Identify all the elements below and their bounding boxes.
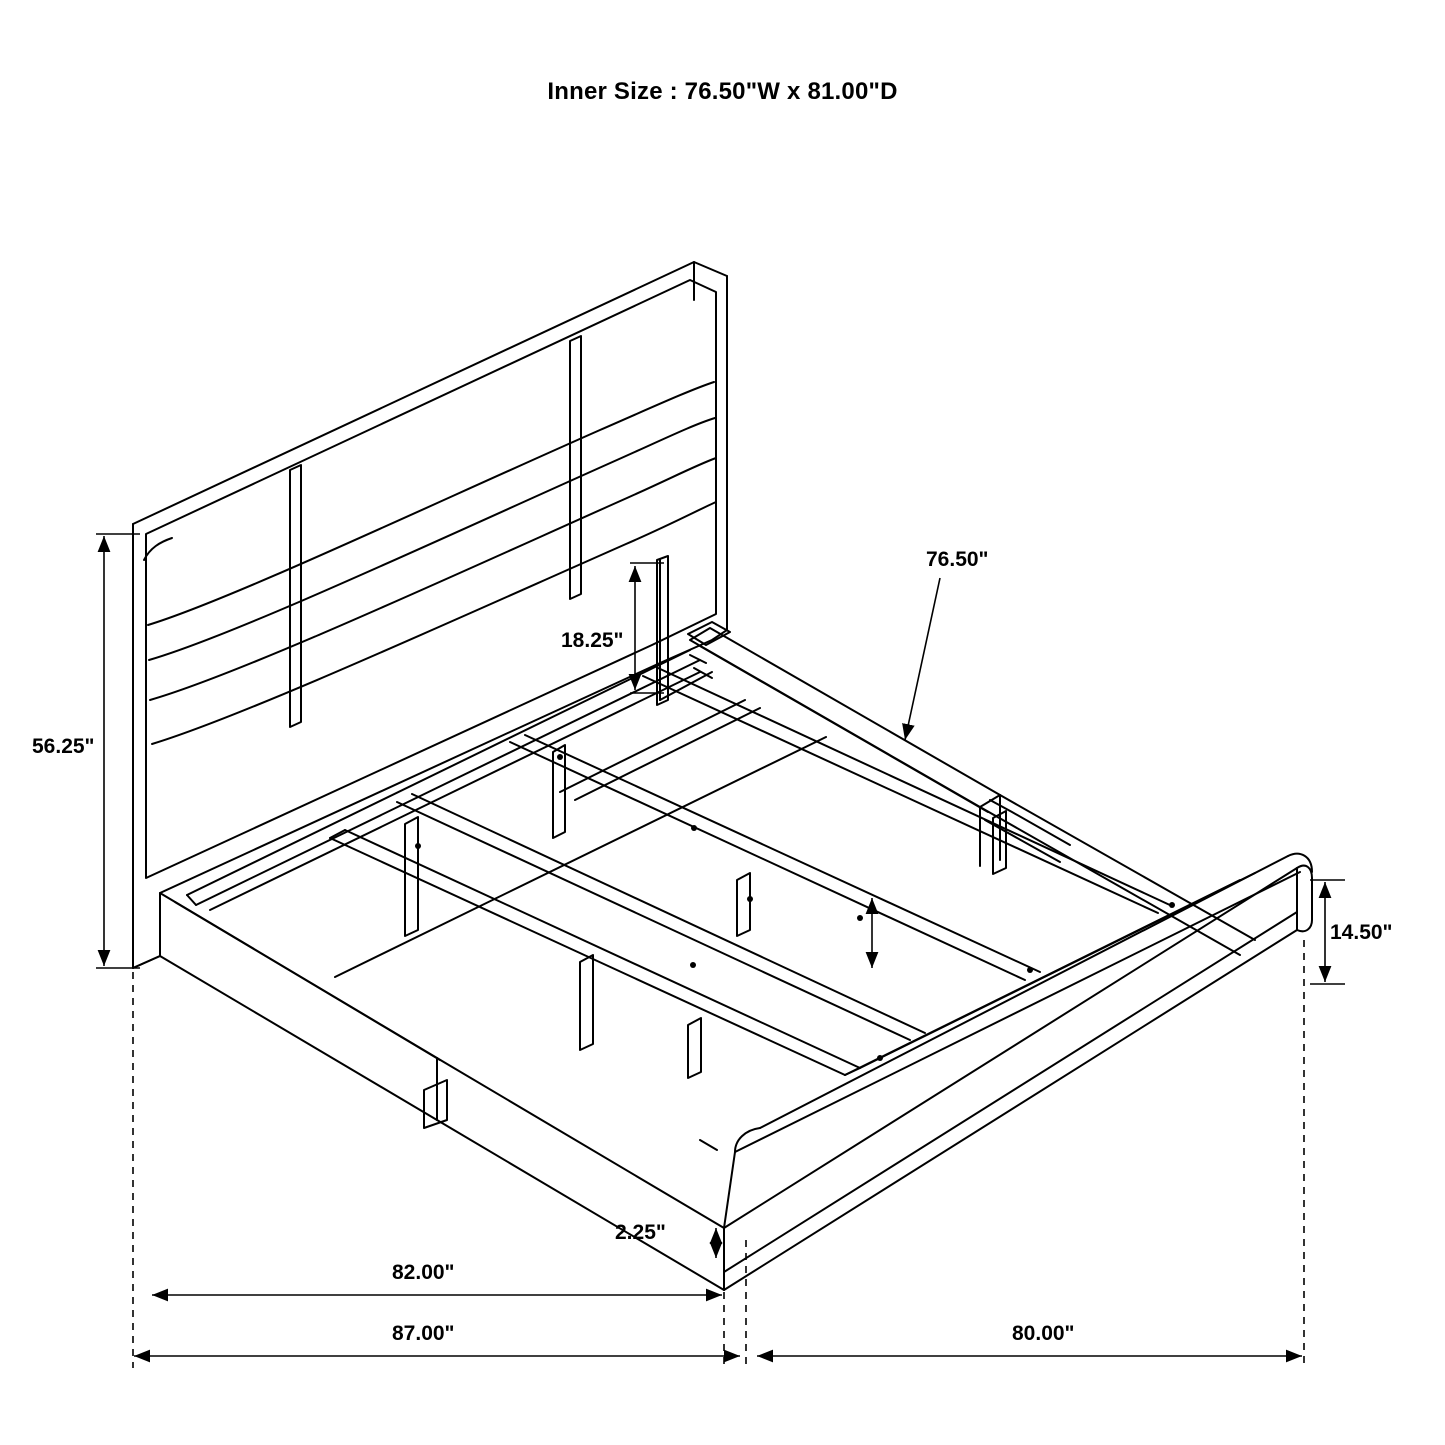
page-title: Inner Size : 76.50"W x 81.00"D (547, 78, 898, 105)
dimension-label-headboard-panel-height: 18.25" (561, 629, 624, 652)
dimension-label-footboard-rail-thickness: 2.25" (615, 1221, 666, 1244)
dimension-label-headboard-height: 56.25" (32, 735, 95, 758)
dimension-label-inner-width-callout: 76.50" (926, 548, 989, 571)
dimension-label-overall-width: 80.00" (1012, 1322, 1075, 1345)
dimension-label-inner-length: 82.00" (392, 1261, 455, 1284)
dimension-label-footboard-height: 14.50" (1330, 921, 1393, 944)
bed-outline (133, 262, 1312, 1290)
dimension-label-overall-length: 87.00" (392, 1322, 455, 1345)
